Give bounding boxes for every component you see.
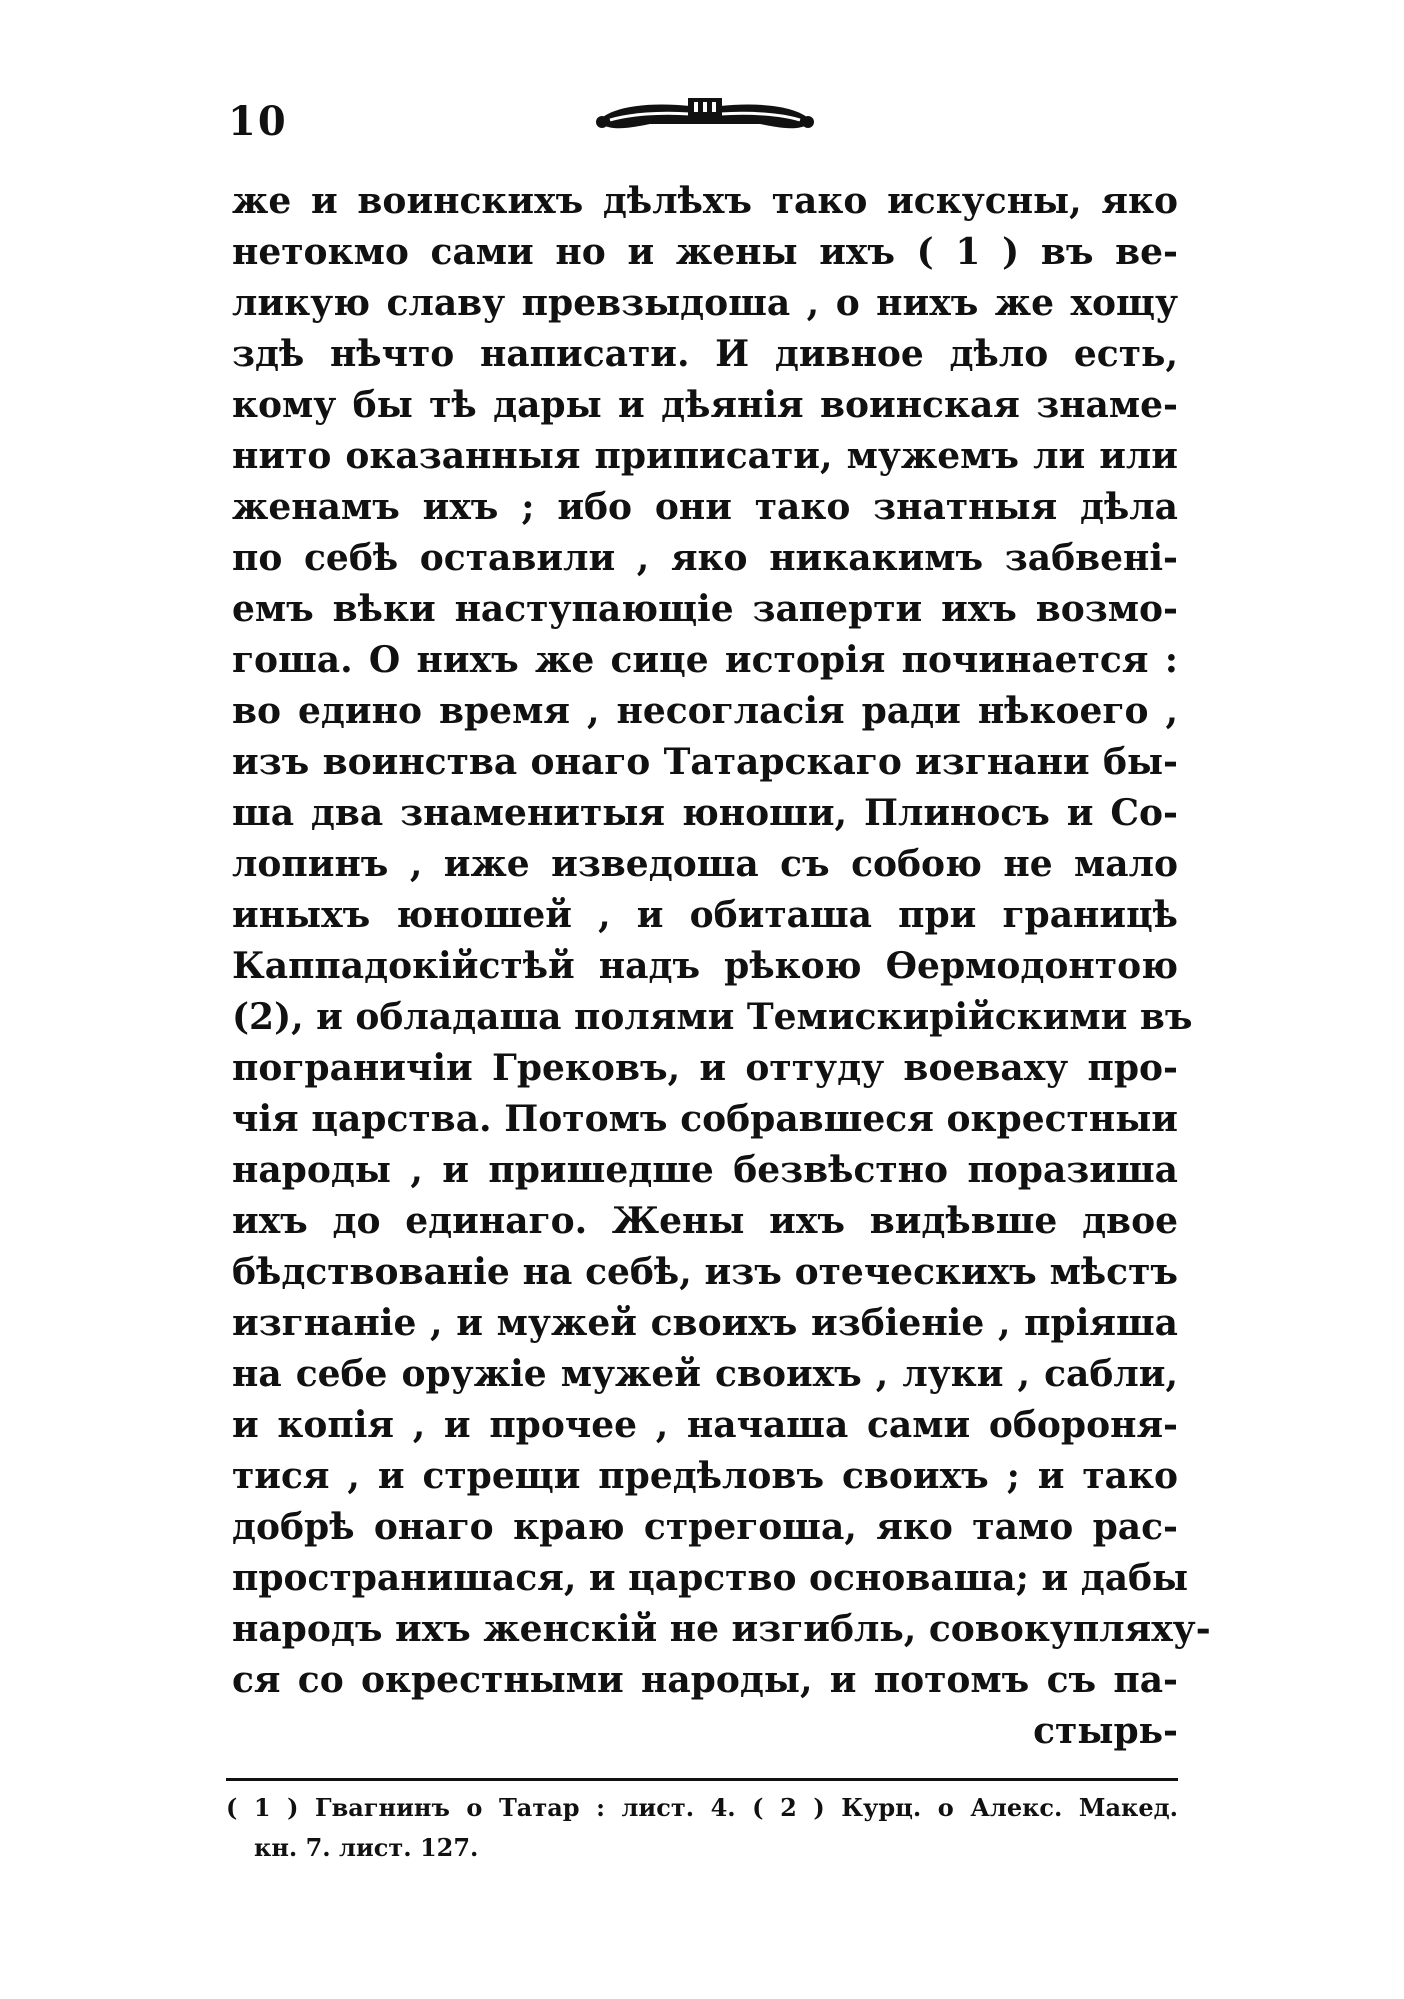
- text-line: тися , и стрещи предѣловъ своихъ ; и тако: [232, 1455, 1178, 1497]
- footnote-line: кн. 7. лист. 127.: [254, 1833, 479, 1862]
- catchword: стырь-: [1033, 1710, 1178, 1752]
- text-line: иныхъ юношей , и обиташа при границѣ: [232, 894, 1178, 936]
- text-line: изъ воинства онаго Татарскаго изгнани бы-: [232, 741, 1178, 783]
- text-line: по себѣ оставили , яко никакимъ забвені-: [232, 537, 1178, 579]
- text-line: бѣдствованіе на себѣ, изъ отеческихъ мѣстъ: [232, 1251, 1178, 1293]
- footnote-line: ( 1 ) Гвагнинъ о Татар : лист. 4. ( 2 ) Курц. о Алекс. Макед.: [226, 1793, 1178, 1822]
- text-line: гоша. О нихъ же сице исторія починается :: [232, 639, 1178, 681]
- text-line: (2), и обладаша полями Темискирійскими въ: [232, 996, 1193, 1038]
- footnotes: [226, 1788, 1178, 1868]
- text-line: ихъ до единаго. Жены ихъ видѣвше двое: [232, 1200, 1178, 1242]
- text-line: народы , и пришедше безвѣстно поразиша: [232, 1149, 1178, 1191]
- text-line: же и воинскихъ дѣлѣхъ тако искусны, яко: [232, 180, 1178, 222]
- text-line: народъ ихъ женскій не изгибль, совокупляху-: [232, 1608, 1211, 1650]
- text-line: на себе оружіе мужей своихъ , луки , сабли,: [232, 1353, 1178, 1395]
- text-line: лопинъ , иже изведоша съ собою не мало: [232, 843, 1178, 885]
- text-line: Каппадокійстѣй надъ рѣкою Ѳермодонтою: [232, 945, 1178, 987]
- text-line: емъ вѣки наступающіе заперти ихъ возмо-: [232, 588, 1178, 630]
- text-line: добрѣ онаго краю стрегоша, яко тамо рас-: [232, 1506, 1178, 1548]
- text-line: здѣ нѣчто написати. И дивное дѣло есть,: [232, 333, 1178, 375]
- page-number: 10: [228, 98, 288, 145]
- text-line: чія царства. Потомъ собравшеся окрестныи: [232, 1098, 1178, 1140]
- text-line: ша два знаменитыя юноши, Плиносъ и Со-: [232, 792, 1178, 834]
- footnote-divider: [226, 1778, 1178, 1781]
- text-line: кому бы тѣ дары и дѣянія воинская знаме-: [232, 384, 1178, 426]
- text-line: пограничіи Грековъ, и оттуду воеваху про-: [232, 1047, 1178, 1089]
- text-line: пространишася, и царство основаша; и дабы: [232, 1557, 1189, 1599]
- text-line: во едино время , несогласія ради нѣкоего ,: [232, 690, 1178, 732]
- decorative-headpiece-icon: [590, 92, 820, 138]
- text-line: ся со окрестными народы, и потомъ съ па-: [232, 1659, 1178, 1701]
- body-text: [232, 176, 1211, 1757]
- text-line: нито оказанныя приписати, мужемъ ли или: [232, 435, 1178, 477]
- text-line: изгнаніе , и мужей своихъ избіеніе , пріяша: [232, 1302, 1178, 1344]
- text-line: нетокмо сами но и жены ихъ ( 1 ) въ ве-: [232, 231, 1178, 273]
- text-line: и копія , и прочее , начаша сами обороня-: [232, 1404, 1178, 1446]
- text-line: ликую славу превзыдоша , о нихъ же хощу: [232, 282, 1178, 324]
- text-line: женамъ ихъ ; ибо они тако знатныя дѣла: [232, 486, 1178, 528]
